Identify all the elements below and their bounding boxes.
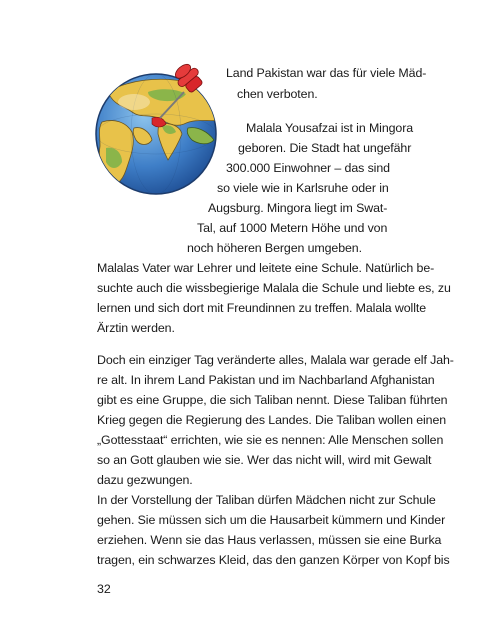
text-line: re alt. In ihrem Land Pakistan und im Nachbarland Afghanistan	[97, 373, 435, 387]
text-line: erziehen. Wenn sie das Haus verlassen, müssen sie eine Burka	[97, 533, 442, 547]
text-line: gehen. Sie müssen sich um die Hausarbeit kümmern und Kinder	[97, 513, 446, 527]
text-line: Krieg gegen die Regierung des Landes. Die Taliban wollen einen	[97, 413, 447, 427]
text-line: noch höheren Bergen umgeben.	[187, 241, 362, 255]
text-line: Land Pakistan war das für viele Mäd-	[226, 66, 427, 80]
text-line: so an Gott glauben wie sie. Wer das nicht will, wird mit Gewalt	[97, 453, 432, 467]
globe-with-pushpin-icon	[88, 62, 230, 198]
text-line: dazu gezwungen.	[97, 473, 193, 487]
text-line: Tal, auf 1000 Metern Höhe und von	[197, 221, 388, 235]
text-line: Malala Yousafzai ist in Mingora	[246, 121, 414, 135]
text-line: Ärztin werden.	[97, 321, 175, 335]
text-line: so viele wie in Karlsruhe oder in	[217, 181, 389, 195]
text-line: tragen, ein schwarzes Kleid, das den ganzen Körper von Kopf bis	[97, 553, 450, 567]
text-line: gibt es eine Gruppe, die sich Taliban nennt. Diese Taliban führten	[97, 393, 448, 407]
text-line: Malalas Vater war Lehrer und leitete eine Schule. Natürlich be-	[97, 261, 435, 275]
text-line: lernen und sich dort mit Freundinnen zu treffen. Malala wollte	[97, 301, 426, 315]
text-line: Doch ein einziger Tag veränderte alles, Malala war gerade elf Jah-	[97, 353, 454, 367]
text-line: Augsburg. Mingora liegt im Swat-	[208, 201, 388, 215]
text-line: 300.000 Einwohner – das sind	[226, 161, 390, 175]
text-line: „Gottesstaat“ errichten, wie sie es nennen: Alle Menschen sollen	[97, 433, 444, 447]
globe-illustration	[88, 62, 230, 198]
text-line: chen verboten.	[237, 87, 318, 101]
page-number: 32	[97, 582, 111, 596]
text-line: geboren. Die Stadt hat ungefähr	[238, 141, 412, 155]
text-line: In der Vorstellung der Taliban dürfen Mädchen nicht zur Schule	[97, 493, 436, 507]
text-line: suchte auch die wissbegierige Malala die Schule und liebte es, zu	[97, 281, 451, 295]
